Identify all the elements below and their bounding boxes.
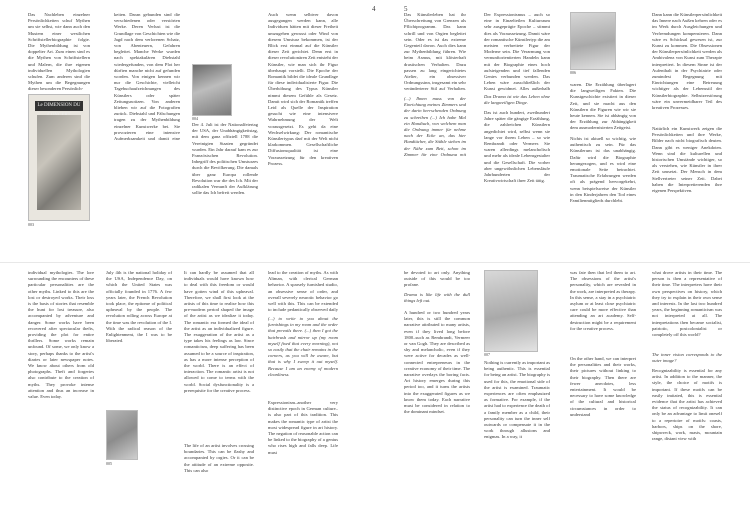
text-column-de-5: Der Expressionismus – auch so eine in Einzelteilen Kulturraum sehr ausgeprägte Epoche – stimmt dies als Voraussetzung. Damit wäre der romantische Künstlertyp die am meisten verbreitete Figur der Moderne sein. Die Verarmung von vernunftorientierten Handeln kann mit der Biographie eines hoch aufsteigenden und tief fallenden Genies verbunden werden. Das Leben wäre ausschließlich der Kunst gewidmet. Alles außerhalb — [484, 12, 550, 92]
text-column-en-3b: The life of an artist involves crossing boundaries. This can be flashy and accompanied by orgies. Or it can be the attitude of an extreme opposite. This can also — [184, 443, 254, 473]
quote-de-1: (...) Ihnen muss von der Einrichtung meines Zimmers und der darin herrschenden Ordnung zu schreiben (...) Ich habe Mal ein Handtuch, von welchem man die Ordnung immer für nehme nach der Ecke an, das hier Handtücher, die Stühle stehen im der Nähe zum Bett, schon im Zimmer für eine Ordnung mit — [404, 96, 466, 156]
text-column-en-4b: Expressionism–another very distinctive epoch in German culture–is also part of this tradition. This makes the romantic type of artist the most widespread figure in art history. The negation of reasonable action can be linked to the biography of a genius who rises high and falls deep. Life must — [268, 400, 338, 455]
text-column-en-7b: On the other hand, we can interpret the personalities and their works, their pictures without linking to their biography. Then there are fewer anecdotes, less entertainment. It would be necessary to have some knowledge of the cultural and historical circumstances in order to understand — [570, 356, 636, 417]
text-column-en-6: Nothing is currently as important as being authentic. This is essential for being an artist. The biography is used for this, the emotional side of the artist is examined. Traumatic experiences are often emphasized as formative. For example, if the artist had to experience the death of a family member as a child, their personality can turn the inner self outwards or compensate it in the work through allusions and enigmas. In a way, it — [484, 360, 550, 440]
text-column-de-5d: Nichts ist aktuell so wichtig, wie authentisch zu sein. Für das Künstlerum ist das unabhängig. Dafür wird die Biographie herangezogen, und es wird eine emotionale Seite betrachtet. Traumatische Erfahrungen werden oft als prägend hervorgekehrt, wenn beispielsweise der Künstler in den Kinderjahren den Tod eines Familienmitglieds durchlebt. — [570, 136, 636, 204]
text-column-de-5c: waren. Die Erzählung überlagert die langweiligen Fakten. Die Kunstgeschichte existiert in dieser Zeit, und sie macht aus den Künstlern die Figuren wie wir sie heute kennen. Sie ist abhängig von der Erzählung zur Abhängigkeit dem ausmodernisierten Zeitgeist. — [570, 82, 636, 131]
page-number-left: 4 — [372, 5, 376, 13]
text-column-en-5: be devoted to art only. Anything outside of this would be too profane. — [404, 270, 470, 288]
page-number-right: 5 — [404, 5, 408, 13]
text-column-en-2: July 4th is the national holiday of the USA, Independence Day, on which the United States was officially founded in 1776. A few years later, the French Revolution took place, the epitome of political upheaval by the people. The revolution rolling across Europe at the time was the revolution of the I. With the radical reason of the Enlightenment, the I was to be liberated. — [106, 270, 172, 344]
poster-illustration — [37, 115, 81, 210]
figure-006-photo — [570, 12, 616, 70]
text-column-de-2b: Der 4. Juli ist der Nationalfeiertag der USA, der Unabhängigkeitstag, mit dem ganz offiziell 1788 die Vereinigten Staaten gegründet wurden. Ein Jahr darauf kam es zur Französischen Revolution. Inbegriff des politischen Umsturzes durch die Bevölkerung. Die damals über ganz Europa rollende Revolution war die des Ich. Mit der radikalen Vernunft der Aufklärung sollte das Ich befreit werden. — [192, 122, 258, 196]
text-column-en-8b: Recognizability is essential for any artist. In addition to the manner, the style, the choice of motifs is important. If these motifs can be easily imitated, this is essential evidence that the artist has achieved the status of recognizability. It can only be an advantage to limit oneself to a repertoire of motifs: coasts, harbors, ships on the shore, shipwreck, work, masts, mountain range, distant view with — [652, 368, 722, 442]
text-column-en-7: was fate then that led them to art. The obsessions of the artist's personality, which are revealed in the work, are interpreted as therapy. In this sense, a stay in a psychiatric asylum or at least close psychiatric care could be more effective than attending an art academy. Self-destruction might be a requirement for the creative process. — [570, 270, 636, 331]
subheading-en: The inner vision corresponds to the outer image? — [652, 352, 722, 364]
caption-004: 004 — [192, 116, 198, 121]
caption-006: 006 — [570, 70, 576, 75]
quote-de-2: Das Drama ist wie das Leben ohne die langweiligen Dinge. — [484, 94, 550, 106]
figure-003-poster — [28, 94, 90, 221]
caption-007: 007 — [484, 352, 490, 357]
text-column-de-2: keiten. Daran gebunden sind die verschiedenen oder verstörten Werke. Deren Verlust ist die Grundlage von Geschichten wie die Jagd nach dem verlorenen Schatz, von Abenteuern, Gefahren begleitet. Manche Werke wurden nach spektakulären Diebstahl wiedergefunden, von dem Plot her dürften manche nicht auf gefunden worden. Von einigen kennen wir nur die Geschichte, vielleicht Tagebuchaufzeichnungen des Künstlers oder später Zeitungsnotizen. Von anderen blieben wir auf die Fotografien zurück. Diebstahl und Fälschungen tragen zu der Mythenbildung einzelner Kunstwerke bei. Sie provozieren eine intensive Aufmerksamkeit und damit eine — [114, 12, 180, 142]
text-column-de-6: Dann kann die Künstlerpersönlichkeit das Innere nach Außen kehren oder es im Werk durch Ausgleichungen und Verfremdungen kompensieren. Dann wäre es Schicksal gewesen ist, zur Kunst zu kommen. Die Obsessionen der Künstlerpersönlichkeit werden als Ambivalenz von Kunst zum Therapie interpretiert. In diesem Sinne ist der Aufenthalt in der Psychiatrie oder zumindest Begegnung mit Einrichtungen eine Betreuung wichtiger als der Lebensstil der Künstlerbiographie. Selbstzerstörung wäre ein unvermeidbarer Teil des kreativen Prozesses. — [652, 12, 722, 111]
caption-003: 003 — [28, 222, 34, 227]
text-column-de-4: Das Künstlerleben hat ihr Überschreitung von Grenzen als Pflichtprogramm. Das kann schrill und von Orgien begleitet sein. Oder es ist das extreme Gegenteil davon. Auch dies kann zur Mythenbildung führen. Wie beim Asmus, mit klösterhaft drastischen Verhalten. Dazu passen zu lang eingerichtetes Atelier, ein obsessiver Ordnungssinn, insgesamt ein sehr veränderterer Stil auf Verhalten. — [404, 12, 466, 92]
quote-en-2: Drama is like life with the dull things left out. — [404, 292, 470, 304]
text-column-de-3: Auch wenn selbiver davon ausgegangen werden kann, alle Individuen hätten mit dieser Freiheit umzugehen gewusst oder Wind von diesem Umsturz bekommen, ist der Blick erst einmal auf die Künstler dieser Zeit gerichtet. Denn erst in dieser revolutionären Zeit entsteht der Künstler, wie man sich ihr Figur überhaupt vorstellt. Die Epoche der Romantik bildet die ideale Grundlage für diese individualisierte Figur. Die Überhöhung des Typus Künstler nimmt diesem Gefühle als Gesetz. Damit wird sich der Romantik treffen Leid als Quelle der Inspiration gesucht wie eine intensivere Wahrnehmung der Welt vorausgesetzt. Es geht da eine Wechselwirkung: Der romantische Künstlertypus darf mit der Welt nicht klarkommen. Gesellschaftliche Diffusionsqualität ist eine Voraussetzung für den kreativen Prozess. — [268, 12, 338, 166]
section-divider — [0, 262, 750, 263]
figure-007-photo — [484, 270, 538, 352]
text-column-en-3: It can hardly be assumed that all individuals would have known how to deal with this freedom or would have gotten wind of this upheaval. Therefore, we shall first look at the artists of this time to realise how this pre-modern period shaped the image of the artist as we idealize it today. The romantic era formed the ideal of the artist as an individualized figure. The exaggeration of the artist as a type takes his feelings as law. Since romanticism, deep suffering has been assumed to be a source of inspiration, as has a more intense perception of the world. There is an effect of interaction. The romantic artist is not allowed to come to terms with the world. Social dysfunctionality is a prerequisite for the creative process. — [184, 270, 254, 393]
text-column-en-4: lead to the creation of myths. As with Altman, with clerical German behavior. A sparsely furnished studio, an obsessive sense of order, and overall severely neurotic behavior go well with this. This can be extended to include pedantically observed daily — [268, 270, 338, 313]
text-column-de-6b: Natürlich ein Kunstwerk zeigen die Persönlichkeiten und ihre Werke, Bilder nach nicht biografisch deuten. Dann gibt es weniger Anekdoten. Wenn sind die kulturellen und historischen Umstände wichtiger, so als verstehen, wie Künstler in ihrer Zeit umsetzt. Der Mensch in dem Stellvertreter seiner Zeit. Dabei haben die Interpretierenden ihre eigenen Perspektiven. — [652, 126, 722, 194]
figure-004-photo — [192, 64, 232, 116]
text-column-en-8: what drove artists in their time. The person is then a representative of their time. The interpreters have their own perspectives on history, which they try to explain in their own sense and interests. In the last two hundred years, the beginning romanticism was not interpreted at all. The interpretations then became socialist, patriotic, postcolonialist or completely off this world? — [652, 270, 722, 338]
figure-005-photo — [106, 410, 138, 460]
caption-005: 005 — [106, 461, 112, 466]
text-column-de-1: Das Nachleben einzelner Persönlichkeiten schuf Mythen um sie selbst, wie dann auch den Mustern einer westlichen Schriftstellerbiographie folgte. Die Mythenbildung ist von doppelter Art. Zum einen sind es die Mythen von Schriftstellern und Malern, die ihre eigenen individuellen Mythologien schufen. Zum anderen sind die Mythen um die Begegnungen dieser besonderen Persönlich- — [28, 12, 90, 92]
poster-title: Le DIMENSION DU — [35, 101, 83, 111]
text-column-de-5b: Das ist auch hundert, zweihundert Jahre später die gängige Erzählung, die zahlreichen Künstlern angedichtet wird, selbst wenn sie lange vor ihrem Leben – so wie Rembrandt oder Vermeer. Sie waren allerdings melancholisch und mehr als ideale Lebensgestalter und die Gesellschaft. Die vorher aber ungewöhnlichen Lebensläufe Jahrhunderten der Kreativwirtschaft ihrer Zeit tätig. — [484, 110, 550, 184]
text-column-en-5b: A hundred or two hundred years later, this is still the common narrative attributed to many artists, even if they lived long before 1800–such as Rembrandt, Vermeer or van Gogh. They are described as shy and melancholic, even if they were active for decades as well-connected entrepreneurs in the creative economy of their time. The narrative overlays the boring facts. Art history emerges during this period too, and it turns the artists into the exaggerated figures as we know them today. Each narrative must be considered in relation to the dominant mindset. — [404, 310, 470, 415]
text-column-en-1: individual mythologies. The lore surrounding the encounters of these particular personalities are the other myths. Linked to this are the lost or destroyed works. Their loss is the basis of stories that resemble the hunt for lost treasure, also accompanied by adventure and danger. Some works have been recovered after spectacular thefts, providing the plot for entire thrillers. Some works remain unfound. Of some, we only know a story, perhaps thanks to the artist's diaries or later newspaper notes. We know about others from old photographs. Theft and forgeries also contribute to the creation of myths. They provoke intense attention and thus an increase in value. Even today. — [28, 270, 94, 400]
quote-en-1: (...) to write to you about the furnishings in my room and the order that prevails there. (...) then I got the hairbrush and mirror up (my room myself fixed that every morning), not so easily that the chair remains in the corners, as you will be aware, but that is why I sweep it out myself. Because I am an enemy of modern cleanliness. — [268, 316, 338, 377]
